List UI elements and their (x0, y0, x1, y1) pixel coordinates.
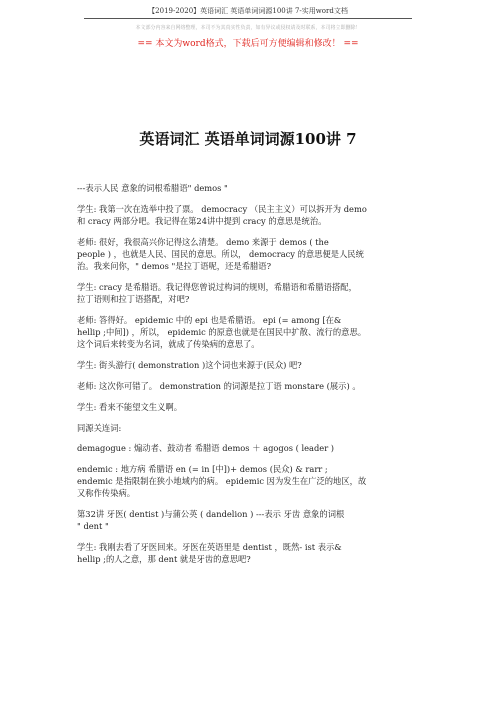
document-body (77, 182, 447, 574)
paragraph: 同源关连词: (77, 423, 122, 433)
disclaimer-text: 本文部分内容来自网络整理，本司不为其真实性负责，如有异议或侵权请及时联系，本司将立即删除！ (135, 25, 361, 31)
format-banner: == 本文为word格式，下载后可方便编辑和修改！ == (137, 39, 359, 49)
document-title: 英语词汇 英语单词词源100讲 7 (139, 130, 357, 148)
paragraph: demagogue : 煽动者、鼓动者 希腊语 demos ＋ agogos ( leader ) (77, 443, 335, 453)
paragraph: 老师: 这次你可错了。 demonstration 的词源是拉丁语 monstare (展示) 。 (77, 381, 361, 391)
paragraph: endemic : 地方病 希腊语 en (= in [中])+ demos (民众) & rarr ; endemic 是指限制在狭小地域内的病。 epidemic 因为发生在广泛的地区，故 又称作传染病。 (77, 464, 367, 498)
paragraph: 学生: 我刚去看了牙医回来。牙医在英语里是 dentist ，既然- ist 表示& hellip ;的人之意，那 dent 就是牙齿的意思吧? (77, 542, 342, 564)
header-title: 【2019-2020】英语词汇 英语单词词源100讲 7-实用word文档 (148, 7, 348, 15)
paragraph: 学生: cracy 是希腊语。我记得您曾说过构词的规则，希腊语和希腊语搭配， 拉丁语则和拉丁语搭配，对吧? (77, 282, 357, 304)
paragraph: 老师: 很好，我很高兴你记得这么清楚。 demo 来源于 demos ( the people ) ，也就是人民、国民的意思。所以， democracy 的意思便是人民统 治。我来问你，" demos "是拉丁语呢，还是希腊语? (77, 237, 364, 271)
header-divider (84, 18, 412, 19)
paragraph: 老师: 答得好。 epidemic 中的 epi 也是希腊语。 epi (= among [在& hellip ;中间]) ，所以， epidemic 的原意也就是在国民中扩散、流行的意思。 这个词后来转变为名词，就成了传染病的意思了。 (77, 315, 367, 349)
paragraph: 学生: 我第一次在选举中投了票。 democracy （民主主义）可以拆开为 demo 和 cracy 两部分吧。我记得在第24讲中提到 cracy 的意思是统治。 (77, 204, 367, 226)
paragraph: 学生: 看来不能望文生义啊。 (77, 402, 182, 412)
paragraph: 第32讲 牙医( dentist )与蒲公英 ( dandelion ) ---表示 牙齿 意象的词根 " dent " (77, 509, 345, 531)
paragraph: 学生: 街头游行( demonstration )这个词也来源于(民众) 吧? (77, 360, 302, 370)
paragraph: ---表示人民 意象的词根希腊语" demos " (77, 183, 228, 193)
